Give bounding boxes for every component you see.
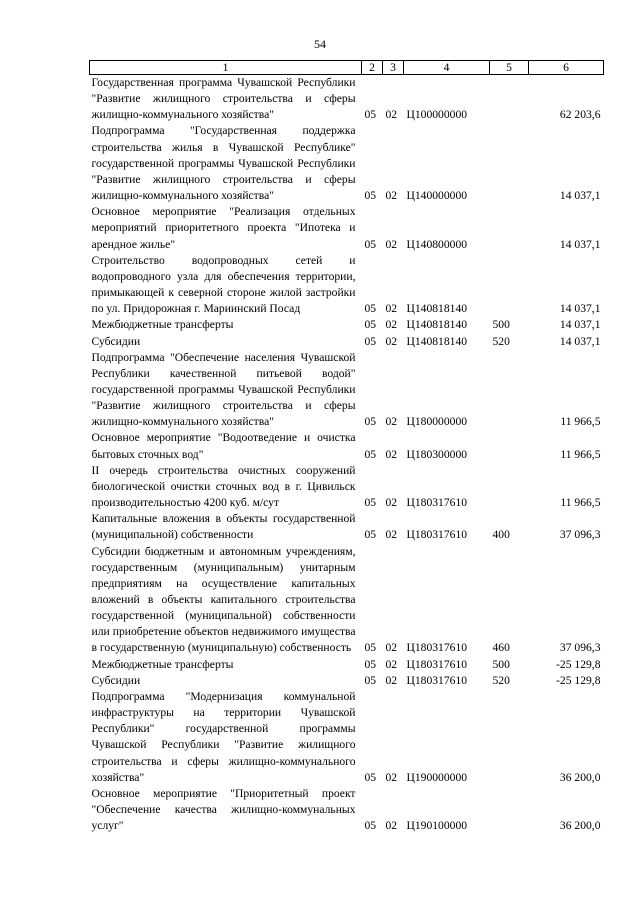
row-target-article-cell: Ц140818140 [406, 334, 468, 348]
header-col-3: 3 [383, 61, 404, 75]
row-target-article-cell: Ц180000000 [406, 415, 468, 429]
budget-table [89, 60, 604, 834]
row-subsection-cell: 02 [385, 673, 398, 687]
row-target-article-cell: Ц180317610 [406, 641, 468, 655]
row-expense-type-cell [490, 689, 529, 786]
row-expense-type-cell: 520 [492, 673, 510, 687]
table-row [90, 689, 604, 786]
row-name-cell: Основное мероприятие "Приоритетный проект "Обеспечение качества жилищно-коммунальных услуг" [91, 786, 356, 833]
row-subsection-cell: 02 [385, 189, 398, 203]
row-subsection-cell: 02 [385, 108, 398, 122]
row-amount-cell: 11 966,5 [560, 447, 601, 461]
row-target-article-cell: Ц190000000 [406, 770, 468, 784]
row-expense-type-cell: 460 [492, 641, 510, 655]
row-section-cell: 05 [364, 108, 377, 122]
row-target-article-cell: Ц180317610 [406, 528, 468, 542]
row-section-cell: 05 [364, 657, 377, 671]
header-col-1: 1 [90, 61, 362, 75]
row-name-cell: Капитальные вложения в объекты государственной (муниципальной) собственности [91, 512, 356, 542]
table-row [90, 253, 604, 318]
table-row [90, 786, 604, 834]
row-target-article-cell: Ц140800000 [406, 237, 468, 251]
row-amount-cell: 36 200,0 [559, 770, 601, 784]
table-row [90, 204, 604, 252]
row-section-cell: 05 [364, 318, 377, 332]
row-target-article-cell: Ц100000000 [406, 108, 468, 122]
row-section-cell: 05 [364, 819, 377, 833]
row-subsection-cell: 02 [385, 447, 398, 461]
header-col-5: 5 [490, 61, 529, 75]
row-amount-cell: 36 200,0 [559, 819, 601, 833]
row-section-cell: 05 [364, 302, 377, 316]
table-row [90, 317, 604, 333]
row-section-cell: 05 [364, 415, 377, 429]
row-section-cell: 05 [364, 641, 377, 655]
row-section-cell: 05 [364, 189, 377, 203]
row-target-article-cell: Ц140000000 [406, 189, 468, 203]
row-target-article-cell: Ц140818140 [406, 318, 468, 332]
table-header-row [90, 61, 604, 75]
row-name-cell: Подпрограмма "Обеспечение населения Чувашской Республики качественной питьевой водой" государственной программы Чувашской Республики "Развитие жилищного строительства и сферы жилищно-коммунального хозяйства" [91, 350, 356, 429]
row-subsection-cell: 02 [385, 302, 398, 316]
row-target-article-cell: Ц180317610 [406, 496, 468, 510]
row-expense-type-cell [490, 75, 529, 124]
table-row [90, 430, 604, 462]
row-name-cell: Субсидии [91, 673, 141, 687]
row-amount-cell: 14 037,1 [559, 334, 601, 348]
row-amount-cell: 14 037,1 [559, 189, 601, 203]
row-name-cell: Основное мероприятие "Реализация отдельных мероприятий приоритетного проекта "Ипотека и арендное жилье" [91, 205, 356, 251]
row-expense-type-cell [490, 350, 529, 431]
row-section-cell: 05 [364, 673, 377, 687]
row-name-cell: Основное мероприятие "Водоотведение и очистка бытовых сточных вод" [91, 431, 356, 461]
header-col-4: 4 [404, 61, 490, 75]
row-section-cell: 05 [364, 528, 377, 542]
row-target-article-cell: Ц190100000 [406, 819, 468, 833]
table-row [90, 334, 604, 350]
row-amount-cell: 37 096,3 [559, 641, 601, 655]
row-name-cell: Межбюджетные трансферты [91, 657, 234, 671]
row-name-cell: Межбюджетные трансферты [91, 318, 234, 332]
row-name-cell: Подпрограмма "Государственная поддержка строительства жилья в Чувашской Республике" государственной программы Чувашской Республики "Развитие жилищного строительства и сферы жилищно-коммунального хозяйства" [91, 124, 356, 203]
page-number: 54 [314, 37, 326, 51]
row-amount-cell: -25 129,8 [556, 657, 601, 671]
row-subsection-cell: 02 [385, 770, 398, 784]
row-expense-type-cell [490, 123, 529, 204]
row-expense-type-cell [490, 204, 529, 252]
row-amount-cell: -25 129,8 [556, 673, 601, 687]
table-row [90, 673, 604, 689]
row-expense-type-cell [490, 253, 529, 318]
row-section-cell: 05 [364, 496, 377, 510]
row-subsection-cell: 02 [385, 528, 398, 542]
row-target-article-cell: Ц180300000 [406, 447, 468, 461]
row-subsection-cell: 02 [385, 496, 398, 510]
row-amount-cell: 14 037,1 [559, 318, 601, 332]
row-amount-cell: 14 037,1 [559, 302, 601, 316]
table-row [90, 657, 604, 673]
row-expense-type-cell: 500 [492, 657, 510, 671]
row-subsection-cell: 02 [385, 237, 398, 251]
row-section-cell: 05 [364, 334, 377, 348]
row-name-cell: Подпрограмма "Модернизация коммунальной инфраструктуры на территории Чувашской Республики" государственной программы Чувашской Республики "Развитие жилищного строительства и сферы жилищно-коммунального хозяйства" [91, 689, 356, 784]
row-section-cell: 05 [364, 770, 377, 784]
row-target-article-cell: Ц180317610 [406, 673, 468, 687]
row-subsection-cell: 02 [385, 819, 398, 833]
row-section-cell: 05 [364, 237, 377, 251]
row-name-cell: Строительство водопроводных сетей и водопроводного узла для обеспечения территории, примыкающей к северной стороне жилой застройки по ул. Придорожная г. Мариинский Посад [91, 253, 356, 316]
row-name-cell: Субсидии бюджетным и автономным учреждениям, государственным (муниципальным) унитарным предприятиям на осуществление капитальных вложений в объекты капитального строительства государственной (муниципальной) собственности или приобретение объектов недвижимого имущества в государственную (муниципальную) собственность [91, 544, 356, 655]
row-amount-cell: 14 037,1 [559, 237, 601, 251]
row-section-cell: 05 [364, 447, 377, 461]
row-target-article-cell: Ц180317610 [406, 657, 468, 671]
row-expense-type-cell: 520 [492, 334, 510, 348]
row-expense-type-cell: 400 [492, 528, 510, 542]
row-name-cell: II очередь строительства очистных сооружений биологической очистки сточных вод в г. Цивильск производительностью 4200 куб. м/сут [91, 463, 356, 510]
row-subsection-cell: 02 [385, 415, 398, 429]
row-target-article-cell: Ц140818140 [406, 302, 468, 316]
table-row [90, 350, 604, 431]
row-subsection-cell: 02 [385, 334, 398, 348]
header-col-2: 2 [362, 61, 383, 75]
row-subsection-cell: 02 [385, 641, 398, 655]
row-amount-cell: 62 203,6 [559, 108, 601, 122]
table-row [90, 463, 604, 511]
row-subsection-cell: 02 [385, 657, 398, 671]
table-row [90, 75, 604, 124]
header-col-6: 6 [529, 61, 604, 75]
row-subsection-cell: 02 [385, 318, 398, 332]
row-expense-type-cell [490, 786, 529, 834]
row-name-cell: Субсидии [91, 334, 141, 348]
row-expense-type-cell [490, 463, 529, 511]
row-amount-cell: 11 966,5 [560, 496, 601, 510]
table-row [90, 544, 604, 657]
row-expense-type-cell [490, 430, 529, 462]
row-name-cell: Государственная программа Чувашской Республики "Развитие жилищного строительства и сферы жилищно-коммунального хозяйства" [91, 76, 356, 122]
row-amount-cell: 11 966,5 [560, 415, 601, 429]
table-row [90, 123, 604, 204]
table-row [90, 511, 604, 543]
row-expense-type-cell: 500 [492, 318, 510, 332]
row-amount-cell: 37 096,3 [559, 528, 601, 542]
